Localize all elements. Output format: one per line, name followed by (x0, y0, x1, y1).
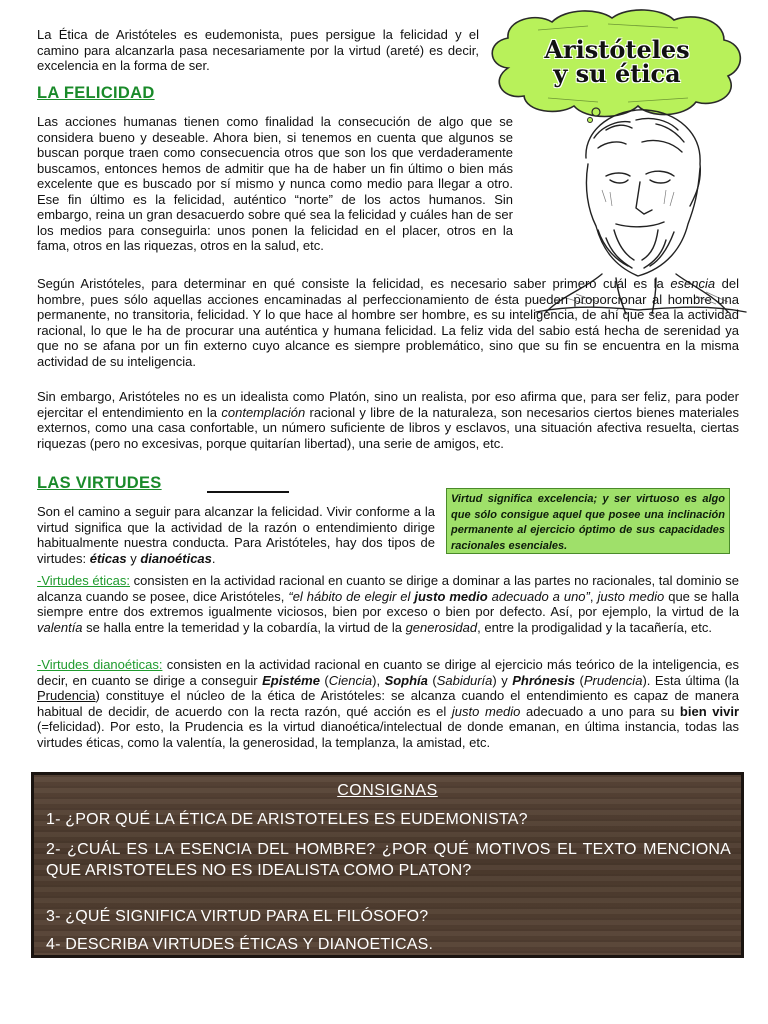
heading-virtudes: LAS VIRTUDES (37, 474, 162, 492)
virtud-definition-box: Virtud significa excelencia; y ser virtuoso es algo que sólo consigue aquel que posee una inclinación permanente al ejercicio óptimo de sus capacidades racionales esenciales. (446, 488, 730, 554)
consigna-4: 4- DESCRIBA VIRTUDES ÉTICAS Y DIANOETICAS. (46, 936, 434, 953)
virtudes-paragraph-1: Son el camino a seguir para alcanzar la felicidad. Vivir conforme a la virtud significa que la actividad de la razón o entendimiento dirige habitualmente nuestra conducta. Para Aristóteles, hay dos tipos de virtudes: éticas y dianoéticas. (37, 504, 435, 566)
consignas-title: CONSIGNAS (337, 782, 438, 799)
cloud-title (504, 35, 730, 88)
heading-virtudes-rule (207, 491, 289, 493)
felicidad-paragraph-3: Sin embargo, Aristóteles no es un idealista como Platón, sino un realista, por eso afirma que, para ser feliz, para poder ejercitar el entendimiento en la contemplación racional y libre de la naturaleza, son necesarios ciertos bienes materiales externos, como una casa confortable, un número suficiente de libros y esclavos, una situación afectiva resuelta, ciertas riquezas (pero no excesivas, porque quitarían libertad), una serie de amigos, etc. (37, 389, 739, 451)
virtudes-eticas-label: -Virtudes éticas: (37, 573, 130, 588)
virtudes-dianoeticas-label: -Virtudes dianoéticas: (37, 657, 163, 672)
intro-paragraph: La Ética de Aristóteles es eudemonista, pues persigue la felicidad y el camino para alcanzarla pasa necesariamente por la virtud (areté) es decir, excelencia en la forma de ser. (37, 27, 479, 73)
consigna-3: 3- ¿QUÉ SIGNIFICA VIRTUD PARA EL FILÓSOFO? (46, 908, 429, 925)
cloud-title-line1: Aristóteles (544, 35, 690, 64)
consignas-board (31, 772, 744, 958)
virtudes-eticas-paragraph: -Virtudes éticas: consisten en la actividad racional en cuanto se dirige a dominar a las partes no racionales, tal dominio se alcanza cuando se posee, dice Aristóteles, “el hábito de elegir el justo medio adecuado a uno”, justo medio que se halla siempre entre dos extremos igualmente viciosos, bien por exceso o bien por defecto. Así, por ejemplo, la virtud de la valentía se halla entre la temeridad y la cobardía, la virtud de la generosidad, entre la prodigalidad y la tacañería, etc. (37, 573, 739, 635)
cloud-title-line2: y su ética (553, 59, 681, 88)
heading-felicidad: LA FELICIDAD (37, 84, 155, 102)
felicidad-paragraph-2: Según Aristóteles, para determinar en qué consiste la felicidad, es necesario saber primero cuál es la esencia del hombre, pues sólo aquellas acciones encaminadas al perfeccionamiento de ésta pueden proporcionar al hombre una permanente, no transitoria, felicidad. Y lo que hace al hombre ser hombre, es su inteligencia, de ahí que sea la actividad racional, lo que le ha de procurar una auténtica y humana felicidad. La feliz vida del sabio está hecha de serenidad ya que no se afana por un fin externo cuyo alcance es siempre problemático, sino que su fin se encuentra en la misma actividad de su inteligencia. (37, 276, 739, 369)
consigna-2: 2- ¿CUÁL ES LA ESENCIA DEL HOMBRE? ¿POR QUÉ MOTIVOS EL TEXTO MENCIONA QUE ARISTOTELES NO ES IDEALISTA COMO PLATON? (46, 841, 731, 879)
consigna-1: 1- ¿POR QUÉ LA ÉTICA DE ARISTOTELES ES EUDEMONISTA? (46, 811, 528, 828)
felicidad-paragraph-1: Las acciones humanas tienen como finalidad la consecución de algo que se considera bueno y deseable. Ahora bien, si tenemos en cuenta que algunos se buscan porque traen como consecuencia otros que son los que verdaderamente buscamos, entonces hemos de admitir que ha de haber un fin último o bien más excelente que es buscado por sí mismo y nunca como medio para llegar a otro. Ese fin último es la felicidad, auténtico “norte” de los actos humanos. Sin embargo, reina un gran desacuerdo sobre qué sea la felicidad y cuáles han de ser los medios para conseguirla: unos ponen la felicidad en el placer, otros en la fama, otros en las riquezas, otros en la salud, etc. (37, 114, 513, 253)
virtudes-dianoeticas-paragraph: -Virtudes dianoéticas: consisten en la actividad racional en cuanto se dirige al ejercicio más teórico de la inteligencia, es decir, en cuanto se dirige a conseguir Epistéme (Ciencia), Sophía (Sabiduría) y Phrónesis (Prudencia). Esta última (la Prudencia) constituye el núcleo de la ética de Aristóteles: se alcanza cuando el entendimiento es capaz de manera habitual de decidir, de acuerdo con la recta razón, qué acción es el justo medio adecuado a uno para su bien vivir (=felicidad). Por esto, la Prudencia es la virtud dianoética/intelectual de donde emanan, en última instancia, todas las virtudes éticas, como la valentía, la generosidad, la templanza, la amistad, etc. (37, 657, 740, 750)
